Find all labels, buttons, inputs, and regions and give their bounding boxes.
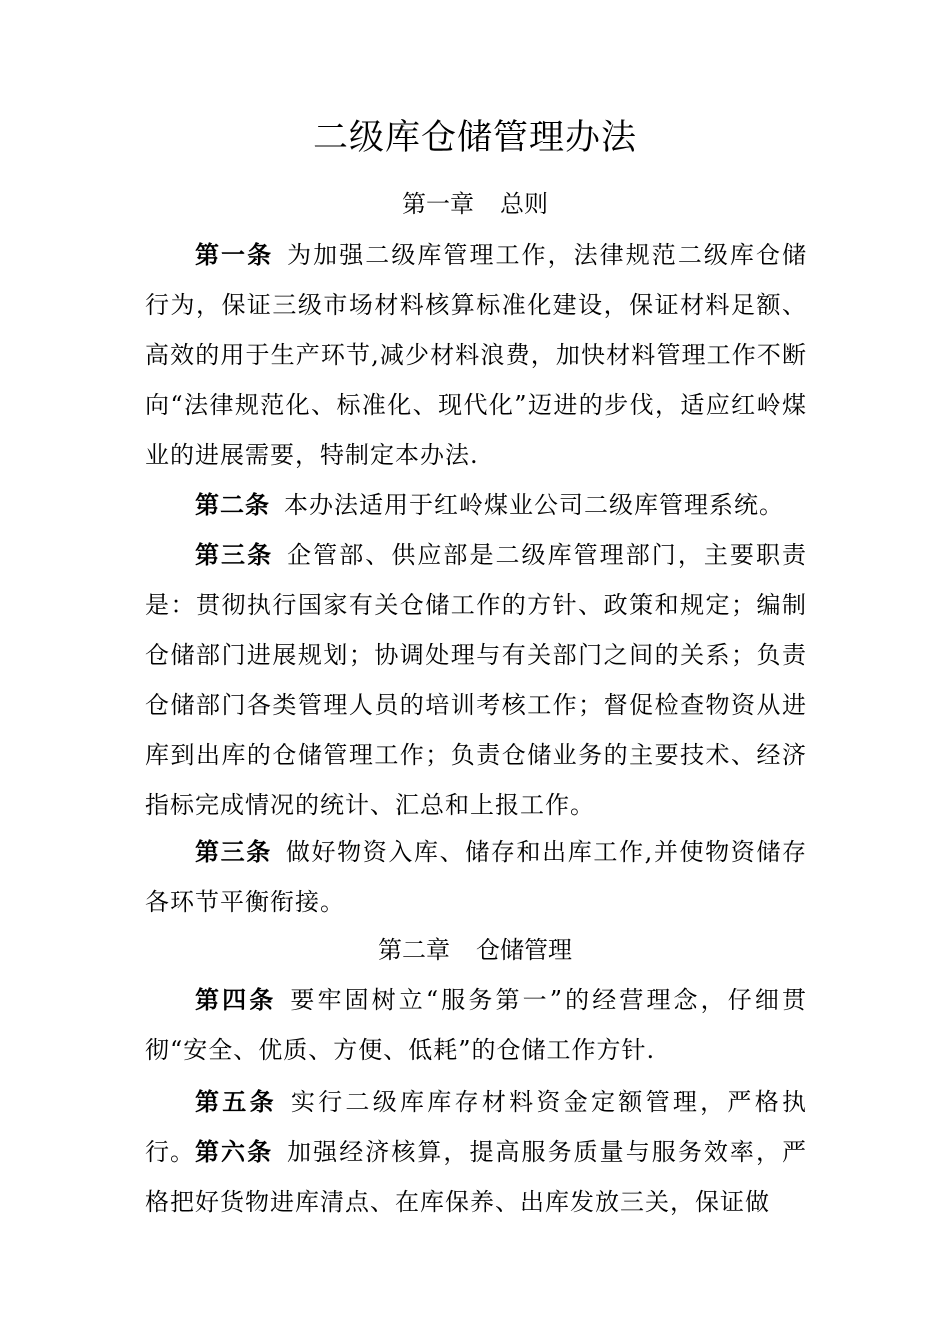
document-title: 二级库仓储管理办法	[312, 118, 637, 158]
article-text: 加强经济核算，提高服务质量与服务效率，严格把好货物进库清点、在库保养、出库发放三关，保证做	[145, 1138, 808, 1216]
chapter-number: 第二章	[378, 936, 450, 964]
article-paragraph	[145, 530, 807, 830]
article-paragraph	[145, 975, 807, 1075]
chapter-number: 第一章	[402, 190, 474, 218]
article-text: 做好物资入库、储存和出库工作,并使物资储存各环节平衡衔接。	[145, 838, 807, 916]
article-text: 为加强二级库管理工作，法律规范二级库仓储行为，保证三级市场材料核算标准化建设，保证材料足额、高效的用于生产环节,减少材料浪费，加快材料管理工作不断向“法律规范化、标准化、现代化”迈进的步伐，适应红岭煤业的进展需要，特制定本办法.	[145, 241, 808, 469]
article-label: 第四条	[195, 986, 277, 1014]
article-label: 第一条	[195, 241, 274, 269]
article-paragraph	[145, 1127, 807, 1227]
article-label: 第三条	[195, 838, 272, 866]
article-label: 第六条	[195, 1138, 274, 1166]
article-text: 企管部、供应部是二级库管理部门，主要职责是：贯彻执行国家有关仓储工作的方针、政策和规定；编制仓储部门进展规划；协调处理与有关部门之间的关系；负责仓储部门各类管理人员的培训考核工作；督促检查物资从进库到出库的仓储管理工作；负责仓储业务的主要技术、经济指标完成情况的统计、汇总和上报工作。	[145, 541, 808, 819]
chapter-name: 仓储管理	[476, 936, 572, 964]
article-paragraph	[145, 480, 807, 530]
article-text: 要牢固树立“服务第一”的经营理念，仔细贯彻“安全、优质、方便、低耗”的仓储工作方针.	[145, 986, 808, 1064]
chapter-heading	[0, 184, 950, 224]
article-label: 第三条	[195, 541, 274, 569]
article-label: 第五条	[195, 1088, 277, 1116]
article-paragraph	[145, 230, 807, 480]
article-text: 实行二级库库存材料资金定额管理，严格执行。	[145, 1088, 808, 1166]
article-paragraph	[145, 827, 807, 927]
article-text: 本办法适用于红岭煤业公司二级库管理系统。	[284, 491, 784, 519]
article-label: 第二条	[195, 491, 270, 519]
chapter-name: 总则	[500, 190, 548, 218]
chapter-heading	[0, 930, 950, 970]
